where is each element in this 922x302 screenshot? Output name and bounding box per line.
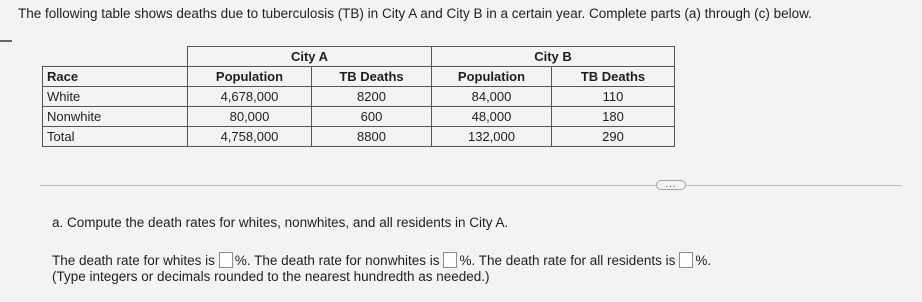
more-options-button[interactable]: ... xyxy=(656,180,686,190)
city-b-deaths-cell: 290 xyxy=(552,127,675,147)
side-marker xyxy=(0,40,12,42)
tb-deaths-table xyxy=(42,46,675,147)
table-row xyxy=(43,127,675,147)
city-a-deaths-cell: 600 xyxy=(312,107,432,127)
city-b-population-header: Population xyxy=(432,67,552,87)
city-b-deaths-header: TB Deaths xyxy=(552,67,675,87)
city-a-population-header: Population xyxy=(188,67,312,87)
nonwhites-rate-input[interactable] xyxy=(443,252,457,268)
race-cell: Total xyxy=(43,127,188,147)
city-b-population-cell: 132,000 xyxy=(432,127,552,147)
section-divider xyxy=(40,185,902,186)
table-group-header-row xyxy=(43,47,675,67)
table-row xyxy=(43,107,675,127)
city-a-deaths-cell: 8200 xyxy=(312,87,432,107)
race-cell: Nonwhite xyxy=(43,107,188,127)
percent-suffix: %. xyxy=(695,252,712,268)
city-b-deaths-cell: 180 xyxy=(552,107,675,127)
city-b-population-cell: 84,000 xyxy=(432,87,552,107)
whites-rate-input[interactable] xyxy=(219,252,233,268)
problem-prompt: The following table shows deaths due to tuberculosis (TB) in City A and City B in a certain year. Complete parts (a) through (c) below. xyxy=(18,6,812,21)
whites-rate-label: The death rate for whites is xyxy=(52,252,215,268)
city-a-population-cell: 4,758,000 xyxy=(188,127,312,147)
city-a-deaths-header: TB Deaths xyxy=(312,67,432,87)
city-a-population-cell: 4,678,000 xyxy=(188,87,312,107)
all-residents-rate-label: %. The death rate for all residents is xyxy=(459,252,676,268)
rounding-instruction: (Type integers or decimals rounded to the nearest hundredth as needed.) xyxy=(52,269,490,284)
city-a-header: City A xyxy=(188,47,432,67)
question-a: a. Compute the death rates for whites, nonwhites, and all residents in City A. xyxy=(52,215,509,230)
all-residents-rate-input[interactable] xyxy=(679,252,693,268)
table-column-header-row xyxy=(43,67,675,87)
city-a-deaths-cell: 8800 xyxy=(312,127,432,147)
race-cell: White xyxy=(43,87,188,107)
city-b-header: City B xyxy=(432,47,675,67)
table-corner-cell xyxy=(43,47,188,67)
city-b-deaths-cell: 110 xyxy=(552,87,675,107)
city-a-population-cell: 80,000 xyxy=(188,107,312,127)
race-column-header: Race xyxy=(43,67,188,87)
nonwhites-rate-label: %. The death rate for nonwhites is xyxy=(234,252,440,268)
city-b-population-cell: 48,000 xyxy=(432,107,552,127)
answer-line xyxy=(52,252,711,268)
table-row xyxy=(43,87,675,107)
